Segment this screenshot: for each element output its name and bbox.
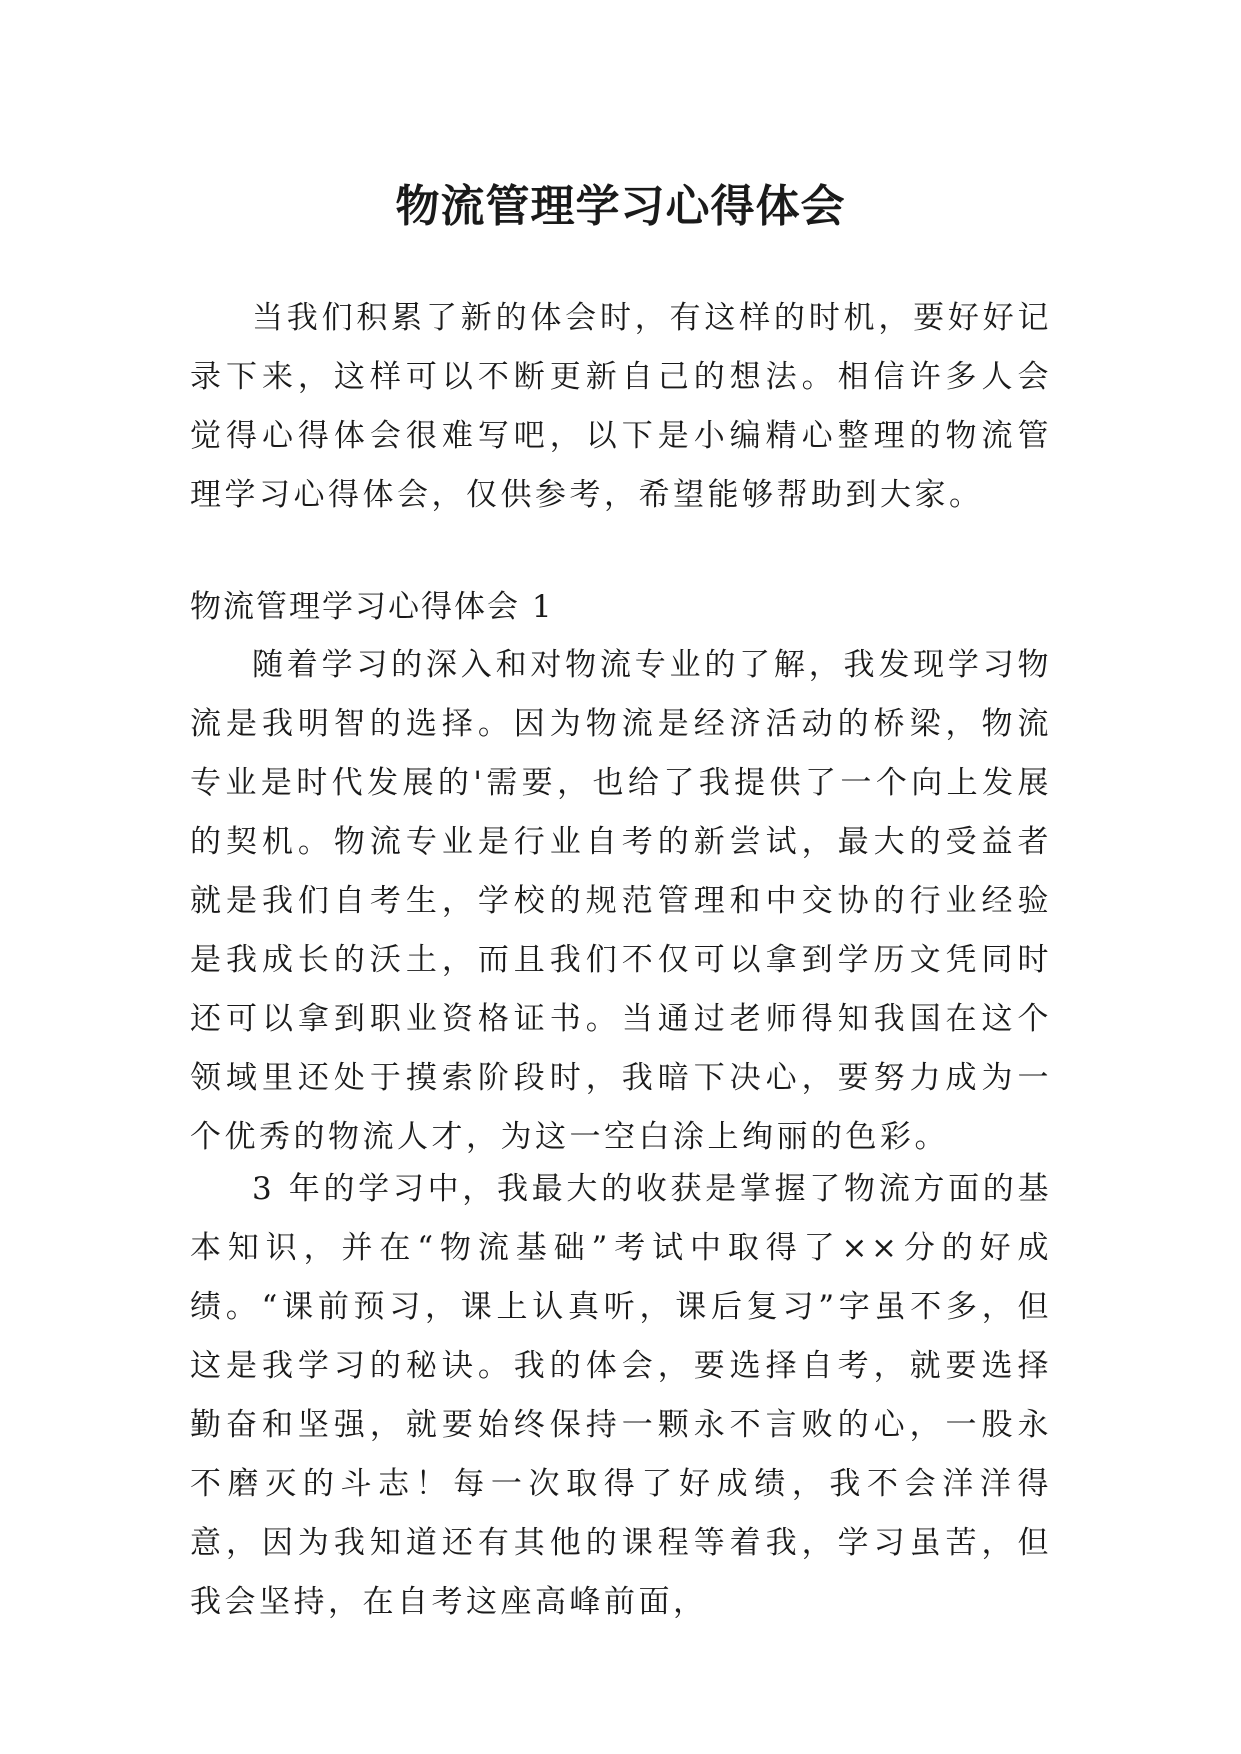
body-paragraph-1: 随着学习的深入和对物流专业的了解，我发现学习物流是我明智的选择。因为物流是经济活动的桥梁，物流专业是时代发展的'需要，也给了我提供了一个向上发展的契机。物流专业是行业自考的新尝试，最大的受益者就是我们自考生，学校的规范管理和中交协的行业经验是我成长的沃土，而且我们不仅可以拿到学历文凭同时还可以拿到职业资格证书。当通过老师得知我国在这个领域里还处于摸索阶段时，我暗下决心，要努力成为一个优秀的物流人才，为这一空白涂上绚丽的色彩。	[190, 647, 1052, 1155]
body-paragraph-2: 3 年的学习中，我最大的收获是掌握了物流方面的基本知识，并在“物流基础”考试中取得了××分的好成绩。“课前预习，课上认真听，课后复习”字虽不多，但这是我学习的秘诀。我的体会，要选择自考，就要选择勤奋和坚强，就要始终保持一颗永不言败的心，一股永不磨灭的斗志！每一次取得了好成绩，我不会洋洋得意，因为我知道还有其他的课程等着我，学习虽苦，但我会坚持，在自考这座高峰前面，	[190, 1171, 1052, 1620]
intro-paragraph: 当我们积累了新的体会时，有这样的时机，要好好记录下来，这样可以不断更新自己的想法。相信许多人会觉得心得体会很难写吧，以下是小编精心整理的物流管理学习心得体会，仅供参考，希望能够帮助到大家。	[190, 300, 1052, 513]
section-heading: 物流管理学习心得体会 1	[190, 589, 554, 625]
page-title: 物流管理学习心得体会	[395, 181, 846, 233]
